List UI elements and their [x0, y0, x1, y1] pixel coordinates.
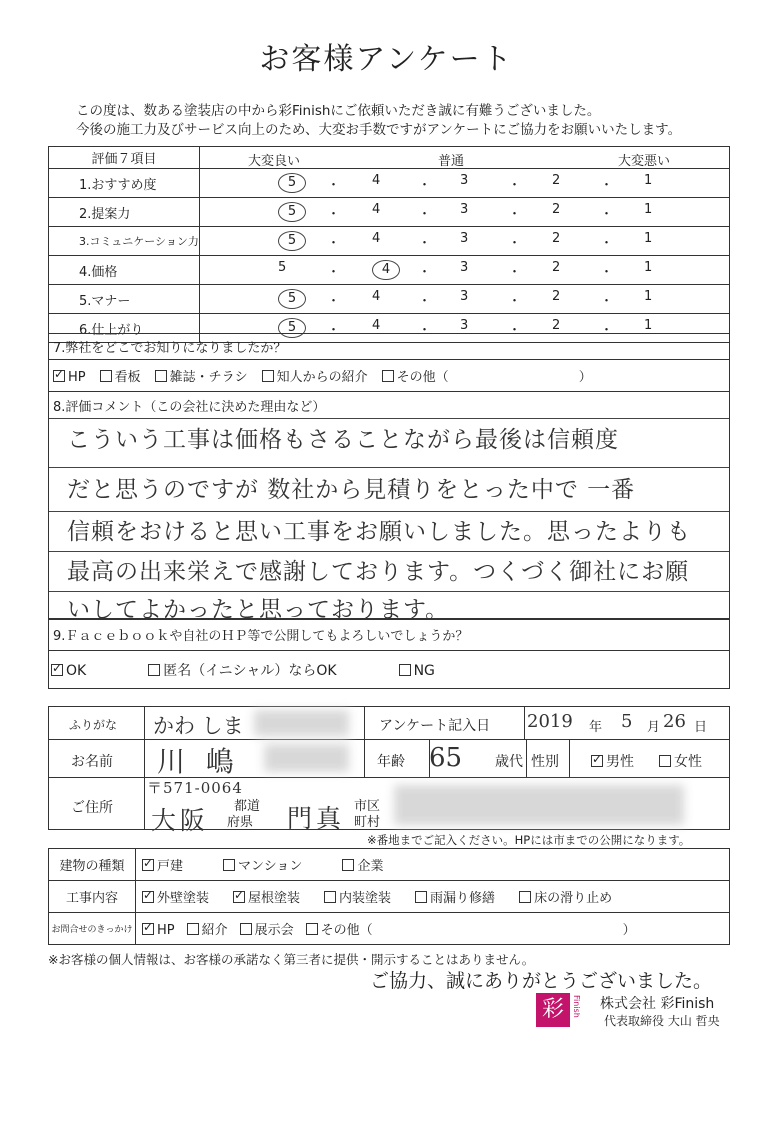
checkbox[interactable] [324, 891, 336, 903]
age-unit: 歳代 [495, 754, 523, 770]
option-2[interactable] [148, 660, 336, 680]
rating-score-selected[interactable]: 5 [278, 318, 306, 338]
address-note: ※番地までご記入ください。HPには市までの公開になります。 [367, 833, 691, 847]
rating-score[interactable]: 1 [644, 231, 653, 246]
q7-question: 7.弊社をどこでお知りになりましたか？ [49, 334, 730, 360]
rating-score[interactable]: 2 [552, 260, 561, 275]
scale-worst: 大変悪い [618, 154, 671, 169]
rating-score[interactable]: 4 [372, 173, 381, 188]
name-label: お名前 [71, 754, 113, 770]
rating-dot: ・ [418, 323, 432, 338]
rating-row [49, 227, 730, 256]
checkbox[interactable] [53, 370, 65, 382]
option-3[interactable] [342, 855, 383, 874]
furigana-value: かわ しま [153, 714, 244, 738]
checkbox[interactable] [415, 891, 427, 903]
company-name: 株式会社 彩Finish [600, 996, 715, 1012]
option-label: 雨漏り修繕 [430, 891, 496, 906]
gender-male-label: 男性 [606, 754, 634, 770]
gender-female-label: 女性 [674, 754, 702, 770]
comment-line: だと思うのですが 数社から見積りをとった中で 一番 [67, 477, 636, 503]
option-5[interactable] [519, 887, 612, 906]
survey-date-month: 5 [621, 711, 633, 732]
ratings-scale-header [200, 147, 730, 169]
rating-score[interactable]: 4 [372, 231, 381, 246]
page-title: お客様アンケート [259, 42, 514, 77]
rating-dot: ・ [327, 294, 341, 309]
rating-dot: ・ [600, 207, 614, 222]
rating-score[interactable]: 2 [552, 173, 561, 188]
gender-label: 性別 [531, 754, 559, 770]
rating-row [49, 285, 730, 314]
comment-line: 信頼をおけると思い工事をお願いしました。思ったよりも [67, 519, 691, 545]
option-label: 戸建 [157, 859, 184, 874]
postal-code: 〒571-0064 [147, 779, 243, 797]
rating-dot: ・ [508, 265, 522, 280]
rating-item-label: 3.コミュニケーション力 [49, 227, 200, 256]
city-value: 門真 [287, 804, 346, 833]
rating-score[interactable]: 3 [460, 231, 469, 246]
option-label: OK [66, 662, 87, 679]
option-1[interactable] [53, 369, 86, 385]
rating-score[interactable]: 1 [644, 260, 653, 275]
address-label: ご住所 [71, 800, 113, 816]
rating-options [200, 227, 730, 256]
rating-score-selected[interactable]: 5 [278, 231, 306, 251]
rating-dot: ・ [600, 294, 614, 309]
rating-item-label: 2.提案力 [49, 198, 200, 227]
male-checkbox[interactable] [591, 755, 603, 767]
q9-table [48, 618, 730, 689]
rating-dot: ・ [508, 294, 522, 309]
survey-date-label: アンケート記入日 [379, 718, 491, 734]
redacted-address [394, 785, 684, 825]
checkbox[interactable] [240, 923, 252, 935]
option-label: 知人からの紹介 [276, 370, 368, 385]
comment-line: こういう工事は価格もさることながら最後は信頼度 [67, 427, 619, 453]
option-2[interactable] [100, 366, 141, 385]
rating-dot: ・ [327, 323, 341, 338]
gender-female[interactable] [659, 751, 702, 771]
rating-dot: ・ [600, 236, 614, 251]
checkbox[interactable] [399, 664, 411, 676]
option-label: 展示会 [254, 923, 294, 938]
rating-item-label: 1.おすすめ度 [49, 169, 200, 198]
checkbox[interactable] [187, 923, 199, 935]
pref-fu-ken: 府県 [227, 815, 254, 830]
checkbox[interactable] [519, 891, 531, 903]
rating-score[interactable]: 4 [372, 202, 381, 217]
option-label: その他（ [396, 370, 449, 385]
option-1[interactable] [51, 663, 86, 679]
option-1[interactable] [142, 887, 209, 906]
date-month-unit: 月 [647, 720, 661, 735]
option-label: マンション [238, 859, 303, 874]
logo-side-text: Finish [572, 995, 581, 1018]
checkbox[interactable] [51, 664, 63, 676]
rating-score[interactable]: 4 [372, 289, 381, 304]
rating-dot: ・ [600, 178, 614, 193]
building-table [48, 848, 730, 945]
option-2[interactable] [187, 919, 228, 938]
building-type-options [136, 849, 730, 881]
company-logo [536, 993, 570, 1027]
rating-dot: ・ [600, 265, 614, 280]
rating-dot: ・ [418, 294, 432, 309]
rating-row [49, 256, 730, 285]
comment-line: 最高の出来栄えで感謝しております。つくづく御社にお願 [67, 559, 690, 585]
gender-male[interactable] [591, 751, 634, 771]
rating-dot: ・ [508, 178, 522, 193]
checkbox[interactable] [233, 891, 245, 903]
rating-score[interactable]: 2 [552, 318, 561, 333]
option-1[interactable] [142, 922, 175, 938]
work-options [136, 881, 730, 913]
rating-score[interactable]: 3 [460, 318, 469, 333]
city-shi-ku: 市区 [354, 799, 381, 814]
redacted-furigana [254, 710, 349, 736]
city-cho-son: 町村 [354, 815, 381, 830]
option-label: 内装塗装 [339, 891, 392, 906]
checkbox[interactable] [223, 859, 235, 871]
rating-score[interactable]: 1 [644, 289, 653, 304]
checkbox[interactable] [142, 859, 154, 871]
female-checkbox[interactable] [659, 755, 671, 767]
checkbox[interactable] [155, 370, 167, 382]
rating-score[interactable]: 1 [644, 202, 653, 217]
q7-options [49, 360, 730, 392]
work-label: 工事内容 [49, 881, 136, 913]
age-label: 年齢 [377, 754, 405, 770]
rating-item-label: 4.価格 [49, 256, 200, 285]
rating-dot: ・ [418, 236, 432, 251]
rating-options [200, 198, 730, 227]
rating-dot: ・ [327, 207, 341, 222]
option-label: 紹介 [201, 923, 228, 938]
rating-score[interactable]: 2 [552, 202, 561, 217]
rating-score[interactable]: 2 [552, 231, 561, 246]
option-1[interactable] [142, 855, 183, 874]
rating-dot: ・ [600, 323, 614, 338]
option-label: 床の滑り止め [534, 891, 613, 906]
rating-item-label: 6.仕上がり [49, 314, 200, 343]
rating-score[interactable]: 2 [552, 289, 561, 304]
ratings-header: 評価７項目 [49, 147, 200, 169]
option-4[interactable] [306, 919, 373, 938]
checkbox[interactable] [262, 370, 274, 382]
rating-dot: ・ [418, 265, 432, 280]
scale-best: 大変良い [248, 154, 301, 169]
rating-score-selected[interactable]: 5 [278, 173, 306, 193]
checkbox[interactable] [382, 370, 394, 382]
q8-question: 8.評価コメント（この会社に決めた理由など） [53, 400, 326, 415]
option-label: NG [413, 662, 435, 679]
rating-dot: ・ [508, 236, 522, 251]
privacy-note: ※お客様の個人情報は、お客様の承諾なく第三者に提供・開示することはありません。 [48, 952, 535, 967]
close-paren: ） [578, 370, 592, 385]
option-label: HP [68, 370, 86, 385]
option-2[interactable] [223, 855, 302, 874]
rating-options [200, 285, 730, 314]
date-day-unit: 日 [694, 720, 708, 735]
rating-score[interactable]: 1 [644, 318, 653, 333]
rating-dot: ・ [327, 178, 341, 193]
comment-line: いしてよかったと思っております。 [67, 597, 450, 623]
name-value: 川 嶋 [157, 745, 240, 778]
representative: 代表取締役 大山 哲央 [604, 1014, 720, 1028]
customer-box [48, 706, 730, 835]
q8-box [48, 391, 730, 623]
redacted-name [264, 744, 349, 772]
option-4[interactable] [415, 887, 495, 906]
q9-options [49, 651, 730, 689]
close-paren: ） [622, 923, 636, 938]
rating-row [49, 169, 730, 198]
checkbox[interactable] [342, 859, 354, 871]
option-label: 匿名（イニシャル）ならOK [163, 662, 337, 679]
checkbox[interactable] [148, 664, 160, 676]
rating-score[interactable]: 3 [460, 173, 469, 188]
rating-score[interactable]: 3 [460, 202, 469, 217]
rating-item-label: 5.マナー [49, 285, 200, 314]
pref-to-do: 都道 [234, 799, 261, 814]
rating-score[interactable]: 3 [460, 260, 469, 275]
rating-options [200, 169, 730, 198]
age-value: 65 [429, 743, 463, 773]
option-4[interactable] [262, 366, 368, 385]
option-5[interactable] [382, 366, 449, 385]
rating-score[interactable]: 4 [372, 318, 381, 333]
rating-dot: ・ [418, 207, 432, 222]
rating-dot: ・ [508, 323, 522, 338]
rating-score[interactable]: 5 [278, 260, 287, 275]
rating-dot: ・ [327, 265, 341, 280]
rating-score-selected[interactable]: 5 [278, 289, 306, 309]
option-label: その他（ [320, 923, 373, 938]
checkbox[interactable] [100, 370, 112, 382]
rating-score-selected[interactable]: 5 [278, 202, 306, 222]
rating-score[interactable]: 3 [460, 289, 469, 304]
prefecture-value: 大阪 [151, 806, 210, 835]
option-2[interactable] [233, 887, 300, 906]
checkbox[interactable] [142, 891, 154, 903]
option-label: 看板 [114, 370, 141, 385]
building-type-label: 建物の種類 [49, 849, 136, 881]
option-label: 外壁塗装 [157, 891, 210, 906]
source-options [136, 913, 730, 945]
rating-dot: ・ [418, 178, 432, 193]
checkbox[interactable] [306, 923, 318, 935]
option-label: 企業 [357, 859, 384, 874]
option-label: 屋根塗装 [248, 891, 301, 906]
rating-options [200, 256, 730, 285]
checkbox[interactable] [142, 923, 154, 935]
option-3[interactable] [324, 887, 391, 906]
option-3[interactable] [155, 366, 248, 385]
rating-score-selected[interactable]: 4 [372, 260, 400, 280]
survey-date-year: 2019 [527, 711, 573, 732]
option-label: HP [157, 923, 175, 938]
option-3[interactable] [240, 919, 294, 938]
thanks-message: ご協力、誠にありがとうございました。 [370, 970, 713, 992]
rating-dot: ・ [327, 236, 341, 251]
rating-dot: ・ [508, 207, 522, 222]
q7-table [48, 333, 730, 392]
ratings-table [48, 146, 730, 343]
scale-mid: 普通 [438, 154, 465, 169]
q9-question: 9.Ｆａｃｅｂｏｏｋや自社のＨＰ等で公開してもよろしいでしょうか？ [49, 619, 730, 651]
survey-date-day: 26 [663, 711, 686, 732]
rating-row [49, 198, 730, 227]
option-3[interactable] [399, 663, 435, 679]
furigana-label: ふりがな [69, 718, 118, 732]
option-label: 雑誌・チラシ [169, 370, 248, 385]
rating-score[interactable]: 1 [644, 173, 653, 188]
date-year-unit: 年 [589, 720, 603, 735]
intro-line-2: 今後の施工力及びサービス向上のため、大変お手数ですがアンケートにご協力をお願いいたします。 [76, 122, 682, 138]
source-label: お問合せのきっかけ [49, 913, 136, 945]
logo-char: 彩 [541, 997, 564, 1022]
intro-line-1: この度は、数ある塗装店の中から彩Finishにご依頼いただき誠に有難うございました。 [76, 103, 601, 119]
